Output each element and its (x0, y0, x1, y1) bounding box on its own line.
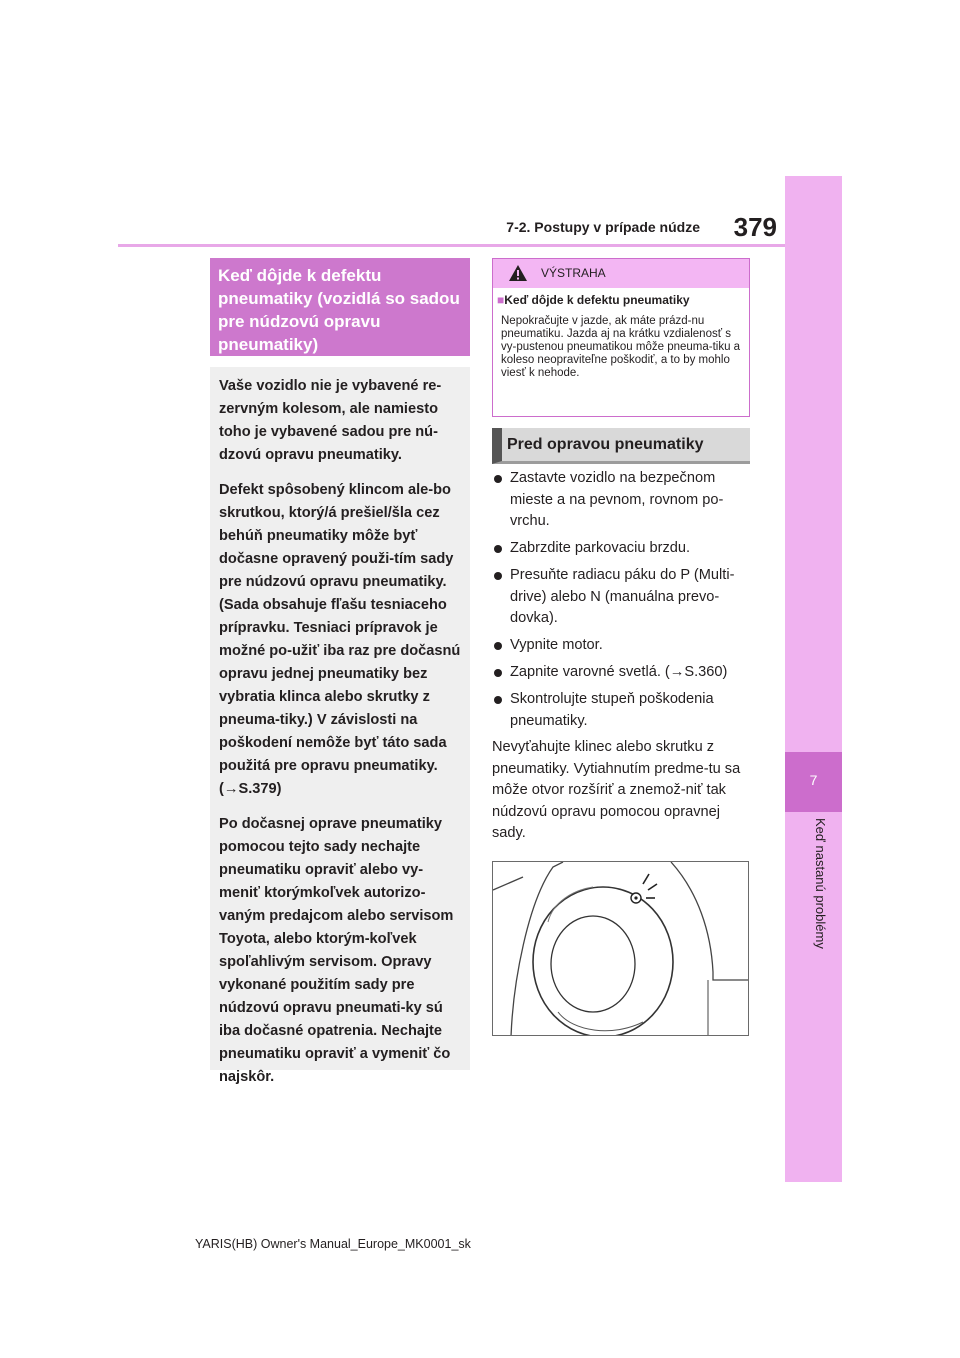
before-repair-heading: Pred opravou pneumatiky (492, 428, 750, 464)
info-paragraph-2: Defekt spôsobený klincom ale-bo skrutkou, ktorý/á prešiel/šla cez behúň pneumatiky môže byť dočasne opravený použi-tím sady pre núdzovú opravu pneumatiky. (Sada obsahuje fľašu tesniaceho prípravku. Tesniaci prípravok je možné po-užiť iba raz pre dočasnú opravu jednej pneumatiky bez vybratia klinca alebo skrutky z pneuma-tiky.) V závislosti na poškodení nemôže byť táto sada použitá pre opravu pneumatiky. (→S.379) (219, 482, 461, 797)
header-rule (118, 244, 785, 247)
section-title: 7-2. Postupy v prípade núdze (506, 219, 700, 235)
tire-nail-illustration (493, 862, 749, 1036)
page-number: 379 (733, 212, 777, 242)
list-item: Skontrolujte stupeň poškodenia pneumatiky. (492, 689, 754, 732)
warning-band (493, 259, 749, 288)
list-item: Zapnite varovné svetlá. (→S.360) (492, 662, 754, 684)
chapter-side-tab (785, 176, 842, 1182)
warning-label: VÝSTRAHA (541, 266, 606, 280)
nail-paragraph: Nevyťahujte klinec alebo skrutku z pneumatiky. Vytiahnutím predme-tu sa môže otvor rozšíriť a znemož-niť tak núdzovú opravu pomocou opravnej sady. (492, 739, 741, 841)
warning-triangle-icon (508, 264, 528, 282)
chapter-number: 7 (809, 772, 818, 788)
info-paragraph-1: Vaše vozidlo nie je vybavené re-zervným kolesom, ale namiesto toho je vybavené sadou pre nú-dzovú opravu pneumatiky. (219, 378, 442, 463)
tire-illustration (492, 861, 749, 1036)
list-item: Zabrzdite parkovaciu brzdu. (492, 538, 754, 560)
warning-subheading-text: Keď dôjde k defektu pneumatiky (504, 293, 690, 307)
steps-list (492, 468, 754, 738)
info-paragraph-3: Po dočasnej oprave pneumatiky pomocou tejto sady nechajte pneumatiku opraviť alebo vy-meniť ktorýmkoľvek autorizo-vaným predajcom alebo servisom Toyota, alebo ktorým-koľvek spoľahlivým servisom. Opravy vykonané použitím sady pre núdzovú opravu pneumati-ky sú iba dočasné opatrenia. Nechajte pneumatiku opraviť a vymeniť čo najskôr. (219, 816, 454, 1085)
square-bullet-icon: ■ (497, 293, 505, 307)
list-item: Presuňte radiacu páku do P (Multi-drive) alebo N (manuálna prevo-dovka). (492, 565, 754, 630)
left-heading: Keď dôjde k defektu pneumatiky (vozidlá so sadou pre núdzovú opravu pneumatiky) (210, 258, 470, 356)
warning-subheading (497, 293, 690, 307)
list-item: Zastavte vozidlo na bezpečnom mieste a na pevnom, rovnom po-vrchu. (492, 468, 754, 533)
footer-text: YARIS(HB) Owner's Manual_Europe_MK0001_sk (195, 1237, 471, 1251)
chapter-title: Keď nastanú problémy (813, 818, 828, 949)
warning-body: Nepokračujte v jazde, ak máte prázd-nu pneumatiku. Jazda aj na krátku vzdialenosť s vy-pustenou pneumatikou môže pneuma-tiku a koleso neopraviteľne poškodiť, a to by mohlo viesť k nehode. (501, 315, 741, 379)
warning-box (492, 258, 750, 417)
list-item: Vypnite motor. (492, 635, 754, 657)
info-box (210, 367, 470, 1085)
